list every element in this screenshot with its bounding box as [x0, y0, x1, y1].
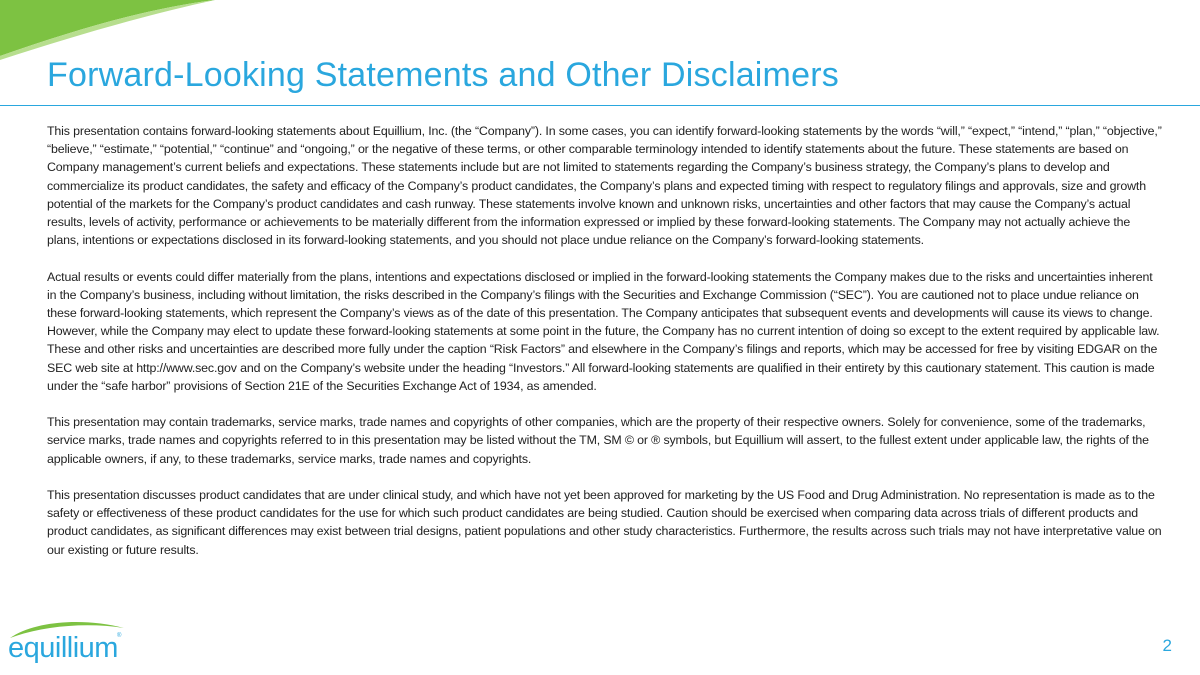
disclaimer-paragraph: This presentation discusses product candidates that are under clinical study, and which have not yet been approved for marketing by the US Food and Drug Administration. No representation is made as to the safety or effectiveness of these product candidates for the use for which such product candidates are being studied. Caution should be exercised when comparing data across trials of different products and product candidates, as significant differences may exist between trial designs, patient populations and other study characteristics. Furthermore, the results across such trials may not have interpretative value on our existing or future results.: [47, 488, 1162, 557]
header-swoosh-icon: [0, 0, 240, 60]
registered-mark: ®: [117, 633, 122, 639]
disclaimer-paragraph: This presentation may contain trademarks, service marks, trade names and copyrights of other companies, which are the property of their respective owners. Solely for convenience, some of the trademarks, service marks, trade names and copyrights referred to in this presentation may be listed without the TM, SM © or ® symbols, but Equillium will assert, to the fullest extent under applicable law, the rights of the applicable owners, if any, to these trademarks, service marks, trade names and copyrights.: [47, 415, 1149, 466]
disclaimer-paragraph: Actual results or events could differ materially from the plans, intentions and expectations disclosed or implied in the forward-looking statements the Company makes due to the risks and uncertainties inherent in the Company’s business, including without limitation, the risks described in the Company’s filings with the Securities and Exchange Commission (“SEC”). You are cautioned not to place undue reliance on these forward-looking statements, which represent the Company’s views as of the date of this presentation. The Company anticipates that subsequent events and developments will cause its views to change. However, while the Company may elect to update these forward-looking statements at some point in the future, the Company has no current intention of doing so except to the extent required by applicable law. These and other risks and uncertainties are described more fully under the caption “Risk Factors” and elsewhere in the Company’s filings and reports, which may be accessed for free by visiting EDGAR on the SEC web site at http://www.sec.gov and on the Company’s website under the heading “Investors.” All forward-looking statements are qualified in their entirety by this cautionary statement. This caution is made under the “safe harbor” provisions of Section 21E of the Securities Exchange Act of 1934, as amended.: [47, 269, 1160, 393]
page-number: 2: [1162, 636, 1172, 655]
equillium-logo: [6, 618, 128, 666]
disclaimer-paragraph: This presentation contains forward-looking statements about Equillium, Inc. (the “Company”). In some cases, you can identify forward-looking statements by the words “will,” “expect,” “intend,” “plan,” “objective,” “believe,” “estimate,” “potential,” “continue” and “ongoing,” or the negative of these terms, or other comparable terminology intended to identify statements about the future. These statements are based on Company management’s current beliefs and expectations. These statements include but are not limited to statements regarding the Company’s business strategy, the Company’s plans to develop and commercialize its product candidates, the safety and efficacy of the Company’s product candidates, the Company’s plans and expected timing with respect to regulatory filings and approvals, size and growth potential of the markets for the Company’s product candidates and cash runway. These statements involve known and unknown risks, uncertainties and other factors that may cause the Company’s actual results, levels of activity, performance or achievements to be materially different from the information expressed or implied by these forward-looking statements. The Company may not actually achieve the plans, intentions or expectations disclosed in its forward-looking statements, and you should not place undue reliance on the Company’s forward-looking statements.: [47, 124, 1162, 248]
page-title: Forward-Looking Statements and Other Disclaimers: [47, 56, 839, 94]
disclaimer-body: [47, 122, 1165, 577]
logo-wordmark: equillium: [8, 632, 118, 664]
title-divider: [0, 105, 1200, 106]
